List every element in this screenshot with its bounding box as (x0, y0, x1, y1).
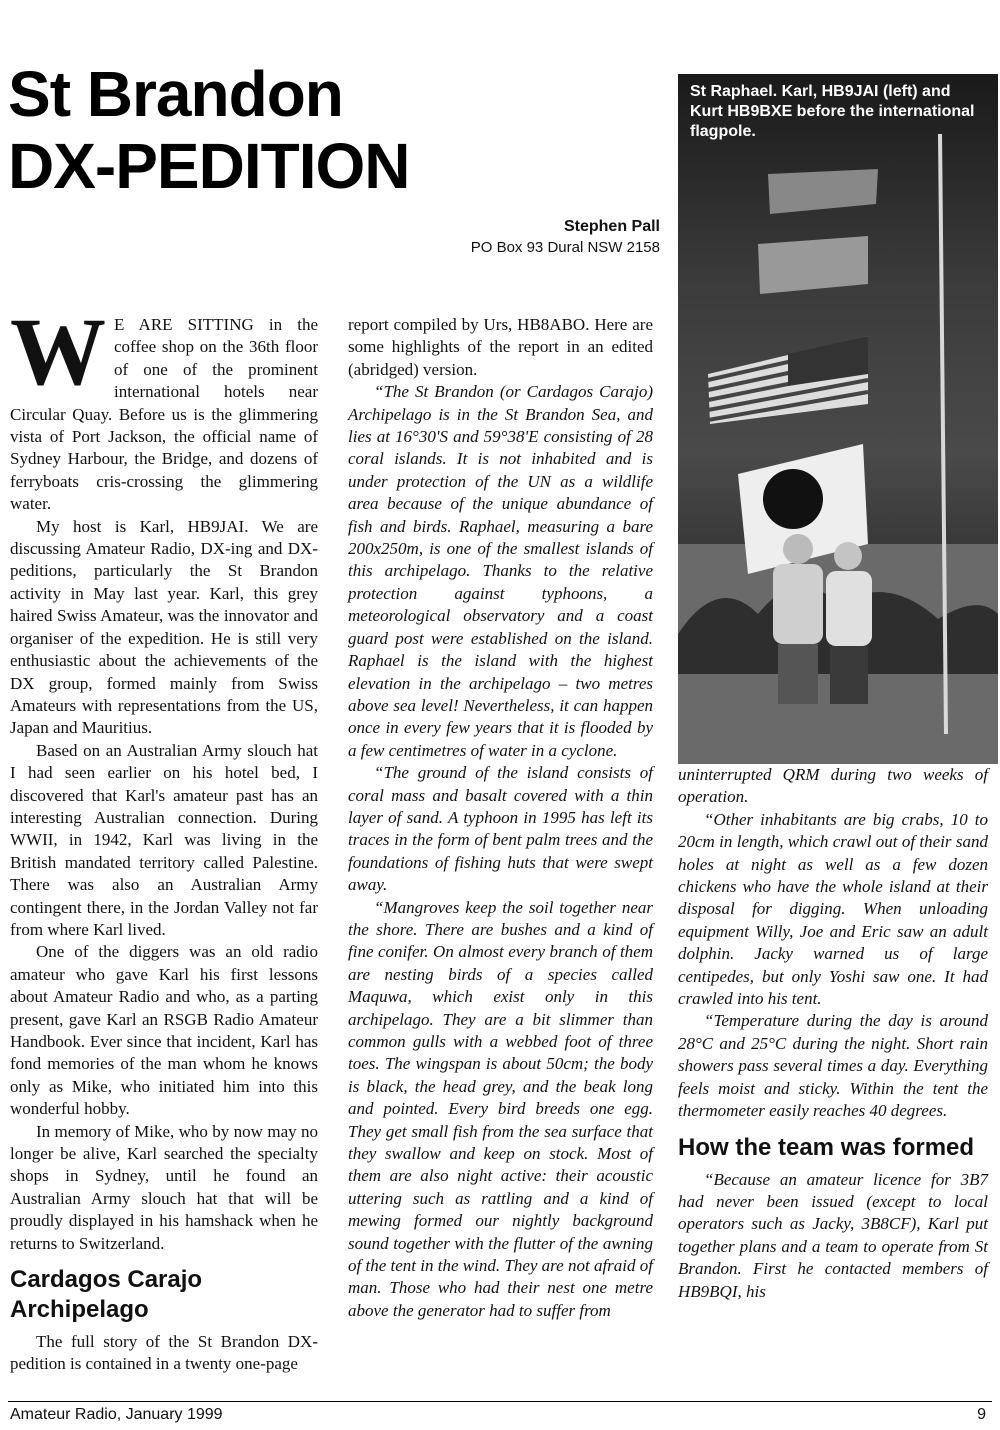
paragraph: One of the diggers was an old radio amateur who gave Karl his first lessons about Amateur Radio and who, as a parting present, gave Karl an RSGB Radio Amateur Handbook. Ever since that incident, Karl has fond memories of the man whom he knows only as Mike, who initiated him into this wonderful hobby. (10, 942, 318, 1119)
paragraph: “Temperature during the day is around 28°C and 25°C during the night. Short rain showers pass several times a day. Everything feels moist and sticky. Within the tent the thermometer easily reaches 40 degrees. (678, 1011, 988, 1121)
paragraph: In memory of Mike, who by now may no longer be alive, Karl searched the specialty shops in Sydney, until he found an Australian Army slouch hat that will be proudly displayed in his hamshack when he returns to Switzerland. (10, 1121, 318, 1253)
paragraph: “Because an amateur licence for 3B7 had never been issued (except to local operators such as Jacky, 3B8CF), Karl put together plans and a team to operate from St Brandon. First he contacted members of HB9BQI, his (678, 1169, 988, 1301)
paragraph: The full story of the St Brandon DX-pedition is contained in a twenty one-page (10, 1332, 318, 1374)
footer-rule (8, 1401, 992, 1402)
column-1 (10, 298, 318, 1376)
photo-caption: St Raphael. Karl, HB9JAI (left) and Kurt HB9BXE before the international flagpole. (690, 83, 975, 140)
paragraph: “Mangroves keep the soil together near the shore. There are bushes and a kind of fine conifer. On almost every branch of them are nesting birds of a species called Maquwa, which exist only in this archipelago. They are a bit slimmer than common gulls with a webbed foot of three toes. The wingspan is about 50cm; the body is black, the head grey, and the beak long and pointed. Every bird breeds one egg. They get small fish from the sea surface that they swallow and keep on stock. Most of them are also night active: their acoustic uttering such as rattling and a kind of mewing formed our nightly background sound together with the flutter of the awning of the tent in the wind. They are not afraid of man. Those who had their nest one metre above the generator had to suffer from (348, 897, 653, 1320)
column-3 (678, 764, 988, 1303)
flagpole-photo (678, 74, 998, 764)
paragraph: “Other inhabitants are big crabs, 10 to 20cm in length, which crawl out of their sand holes at night as well as a few dozen chickens who have the whole island at their disposal for digging. When unloading equipment Willy, Joe and Eric saw an adult dolphin. Jacky warned us of large centipedes, but only Yoshi saw one. It had crawled into his tent. (678, 809, 988, 1009)
footer-page-number: 9 (977, 1406, 986, 1423)
photo-illustration (678, 74, 998, 764)
section-heading: How the team was formed (678, 1133, 975, 1161)
byline (471, 216, 660, 258)
flag-second (758, 236, 868, 294)
title-line-2: DX-PEDITION (8, 130, 410, 202)
title-line-1: St Brandon (8, 58, 343, 130)
column-2 (348, 314, 653, 1322)
paragraph: Based on an Australian Army slouch hat I had seen earlier on his hotel bed, I discovered that Karl's amateur past has an interesting Australian connection. During WWII, in 1942, Karl was living in the British mandated territory called Palestine. There was also an Australian Army contingent there, in the Jordan Valley not far from where Karl lived. (10, 740, 318, 939)
drop-cap: W (10, 298, 106, 405)
paragraph: My host is Karl, HB9JAI. We are discussing Amateur Radio, DX-ing and DX-peditions, particularly the St Brandon activity in May last year. Karl, this grey haired Swiss Amateur, was the innovator and organiser of the expedition. He is still very enthusiastic about the achievements of the DX group, formed mainly from Swiss Amateurs with representations from the US, Japan and Mauritius. (10, 516, 318, 738)
us-flag (708, 336, 868, 424)
section-heading: Cardagos Carajo Archipelago (10, 1266, 203, 1324)
quoted-report (348, 381, 653, 1322)
author-name: Stephen Pall (563, 218, 660, 235)
paragraph: “The St Brandon (or Cardagos Carajo) Archipelago is in the St Brandon Sea, and lies at 16°30'S and 59°38'E consisting of 28 coral islands. It is not inhabited and is under protection of the UN as a wildlife area because of the unique abundance of fish and birds. Raphael, measuring a bare 200x250m, is one of the smallest islands of this archipelago. Thanks to the relative protection against typhoons, a meteorological observatory and a coast guard post were established on the island. Raphael is the island with the highest elevation in the archipelago – two metres above sea level! Nevertheless, it can happen once in every few years that it is flooded by a few centimetres of water in a cyclone. (348, 382, 653, 760)
paragraph: uninterrupted QRM during two weeks of operation. (678, 765, 988, 807)
paragraph-opening (10, 298, 318, 516)
paragraph-opening-text: E ARE SITTING in the coffee shop on the 36th floor of one of the prominent international hotels near Circular Quay. Before us is the glimmering vista of Port Jackson, the official name of Sydney Harbour, the Bridge, and dozens of ferryboats cris-crossing the glimmering water. (10, 315, 318, 514)
flag-top (768, 169, 878, 214)
article-title (8, 58, 409, 202)
paragraph: “The ground of the island consists of coral mass and basalt covered with a thin layer of sand. A typhoon in 1995 has left its traces in the form of bent palm trees and the foundations of fishing huts that were swept away. (348, 763, 653, 895)
paragraph: report compiled by Urs, HB8ABO. Here are some highlights of the report in an edited (abridged) version. (348, 315, 653, 379)
footer-publication: Amateur Radio, January 1999 (10, 1406, 223, 1423)
author-address: PO Box 93 Dural NSW 2158 (470, 239, 660, 256)
